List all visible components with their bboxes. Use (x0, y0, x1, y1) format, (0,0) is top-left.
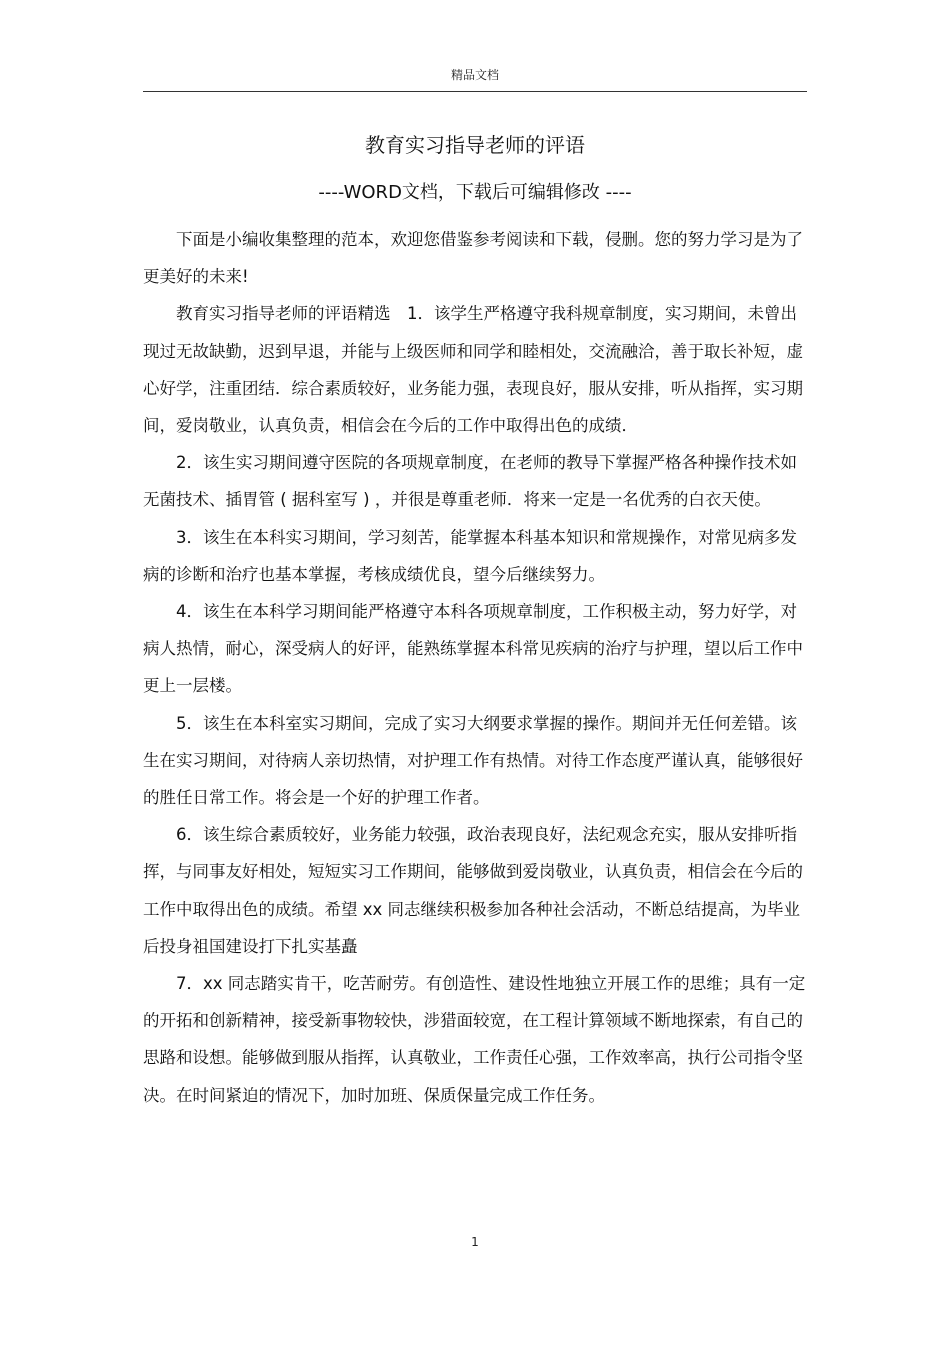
header-divider (143, 91, 807, 92)
page-header: 精品文档 (450, 68, 499, 82)
paragraph-item-6: 6．该生综合素质较好，业务能力较强，政治表现良好，法纪观念充实，服从安排听指挥，与同事友好相处，短短实习工作期间，能够做到爱岗敬业，认真负责，相信会在今后的工作中取得出色的成绩。希望 xx 同志继续积极参加各种社会活动，不断总结提高，为毕业后投身祖国建设打下扎实基矗 (143, 825, 803, 956)
document-subtitle: ----WORD文档，下载后可编辑修改 ---- (318, 182, 632, 203)
page-number: 1 (471, 1235, 479, 1249)
paragraph-item-4: 4．该生在本科学习期间能严格遵守本科各项规章制度，工作积极主动，努力好学，对病人热情，耐心，深受病人的好评，能熟练掌握本科常见疾病的治疗与护理，望以后工作中更上一层楼。 (143, 602, 803, 696)
paragraph-item-5: 5．该生在本科室实习期间，完成了实习大纲要求掌握的操作。期间并无任何差错。该生在实习期间，对待病人亲切热情，对护理工作有热情。对待工作态度严谨认真，能够很好的胜任日常工作。将会是一个好的护理工作者。 (143, 713, 803, 808)
paragraph-item-2: 2．该生实习期间遵守医院的各项规章制度，在老师的教导下掌握严格各种操作技术如无菌技术、插胃管 ( 据科室写 ) ，并很是尊重老师．将来一定是一名优秀的白衣天使。 (143, 453, 797, 510)
paragraph-item-7: 7．xx 同志踏实肯干，吃苦耐劳。有创造性、建设性地独立开展工作的思维；具有一定的开拓和创新精神，接受新事物较快，涉猎面较宽，在工程计算领域不断地探索，有自己的思路和设想。能够做到服从指挥，认真敬业，工作责任心强，工作效率高，执行公司指令坚决。在时间紧迫的情况下，加时加班、保质保量完成工作任务。 (143, 974, 806, 1105)
paragraph-intro: 下面是小编收集整理的范本，欢迎您借鉴参考阅读和下载，侵删。您的努力学习是为了更美好的未来! (143, 230, 803, 287)
paragraph-item-1: 教育实习指导老师的评语精选 1．该学生严格遵守我科规章制度，实习期间，未曾出现过无故缺勤，迟到早退，并能与上级医师和同学和睦相处，交流融洽，善于取长补短，虚心好学，注重团结．综合素质较好，业务能力强，表现良好，服从安排，听从指挥，实习期间，爱岗敬业，认真负责，相信会在今后的工作中取得出色的成绩． (143, 304, 803, 436)
paragraph-item-3: 3．该生在本科实习期间，学习刻苦，能掌握本科基本知识和常规操作，对常见病多发病的诊断和治疗也基本掌握，考核成绩优良，望今后继续努力。 (143, 527, 797, 584)
document-title: 教育实习指导老师的评语 (365, 133, 585, 157)
document-body (143, 221, 807, 1114)
